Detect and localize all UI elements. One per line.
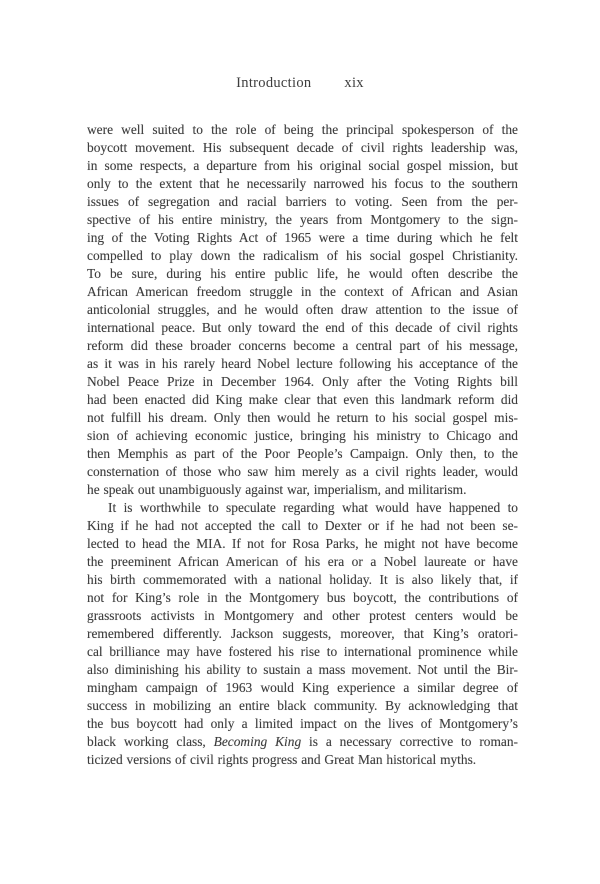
text-line xyxy=(87,607,518,625)
text-segment: reform did these broader concerns become a central part of his message, xyxy=(87,338,518,353)
text-line xyxy=(87,661,518,679)
text-segment: Nobel Peace Prize in December 1964. Only after the Voting Rights bill xyxy=(87,374,518,389)
text-line xyxy=(87,337,518,355)
text-segment: international peace. But only toward the end of this decade of civil rights xyxy=(87,320,518,335)
text-line xyxy=(87,535,518,553)
text-line xyxy=(87,211,518,229)
text-segment: success in mobilizing an entire black community. By acknowledging that xyxy=(87,698,518,713)
text-line xyxy=(87,265,518,283)
text-line xyxy=(87,157,518,175)
text-segment: his birth commemorated with a national holiday. It is also likely that, if xyxy=(87,572,518,587)
text-line xyxy=(87,301,518,319)
paragraph xyxy=(87,499,518,769)
text-segment: black working class, xyxy=(87,734,214,749)
text-line xyxy=(87,121,518,139)
text-segment: anticolonial struggles, and he would often draw attention to the issue of xyxy=(87,302,518,317)
text-segment: To be sure, during his entire public life, he would often describe the xyxy=(87,266,518,281)
text-segment: had been enacted did King make clear that even this landmark reform did xyxy=(87,392,518,407)
text-segment: King if he had not accepted the call to Dexter or if he had not been se- xyxy=(87,518,518,533)
text-line xyxy=(87,517,518,535)
text-segment: issues of segregation and racial barriers to voting. Seen from the per- xyxy=(87,194,518,209)
text-segment: remembered differently. Jackson suggests, moreover, that King’s oratori- xyxy=(87,626,518,641)
text-line xyxy=(87,643,518,661)
chapter-title: Introduction xyxy=(236,75,312,91)
text-line xyxy=(87,445,518,463)
text-line xyxy=(87,715,518,733)
text-segment: also diminishing his ability to sustain a mass movement. Not until the Bir- xyxy=(87,662,518,677)
text-segment: cal brilliance may have fostered his rise to international prominence while xyxy=(87,644,518,659)
text-segment: not for King’s role in the Montgomery bus boycott, the contributions of xyxy=(87,590,518,605)
text-block xyxy=(87,121,518,769)
text-line xyxy=(87,175,518,193)
text-line xyxy=(87,319,518,337)
text-segment: ing of the Voting Rights Act of 1965 were a time during which he felt xyxy=(87,230,518,245)
text-line xyxy=(87,553,518,571)
text-segment: in some respects, a departure from his original social gospel mission, but xyxy=(87,158,518,173)
text-line xyxy=(87,427,518,445)
text-line xyxy=(87,391,518,409)
text-line xyxy=(87,697,518,715)
text-line xyxy=(87,355,518,373)
text-line xyxy=(87,409,518,427)
text-segment: is a necessary corrective to roman- xyxy=(301,734,518,749)
text-line xyxy=(87,193,518,211)
text-line xyxy=(87,283,518,301)
text-line xyxy=(87,589,518,607)
italic-book-title: Becoming King xyxy=(213,734,302,749)
text-line xyxy=(87,571,518,589)
text-line xyxy=(87,625,518,643)
text-line xyxy=(87,247,518,265)
text-segment: sion of achieving economic justice, bringing his ministry to Chicago and xyxy=(87,428,518,443)
text-line xyxy=(87,373,518,391)
text-segment: spective of his entire ministry, the years from Montgomery to the sign- xyxy=(87,212,518,227)
text-segment: the bus boycott had only a limited impact on the lives of Montgomery’s xyxy=(87,716,518,731)
text-segment: the preeminent African American of his era or a Nobel laureate or have xyxy=(87,554,518,569)
text-line xyxy=(87,499,518,517)
text-segment: then Memphis as part of the Poor People’s Campaign. Only then, to the xyxy=(87,446,518,461)
text-segment: not fulfill his dream. Only then would he return to his social gospel mis- xyxy=(87,410,518,425)
text-line xyxy=(87,751,518,769)
text-segment: ticized versions of civil rights progress and Great Man historical myths. xyxy=(87,752,477,767)
text-line xyxy=(87,481,518,499)
text-segment: boycott movement. His subsequent decade of civil rights leadership was, xyxy=(87,140,518,155)
running-header xyxy=(0,74,600,92)
text-segment: were well suited to the role of being the principal spokesperson of the xyxy=(87,122,518,137)
text-segment: consternation of those who saw him merely as a civil rights leader, would xyxy=(87,464,518,479)
text-segment: grassroots activists in Montgomery and other protest centers would be xyxy=(87,608,518,623)
text-line xyxy=(87,733,518,751)
text-segment: he speak out unambiguously against war, imperialism, and militarism. xyxy=(87,482,467,497)
text-segment: only to the extent that he necessarily narrowed his focus to the southern xyxy=(87,176,518,191)
text-line xyxy=(87,463,518,481)
text-segment: It is worthwhile to speculate regarding what would have happened to xyxy=(108,500,518,515)
text-line xyxy=(87,139,518,157)
text-line xyxy=(87,679,518,697)
text-segment: mingham campaign of 1963 would King experience a similar degree of xyxy=(87,680,518,695)
folio-page-number: xix xyxy=(344,75,364,91)
text-segment: as it was in his rarely heard Nobel lecture following his acceptance of the xyxy=(87,356,518,371)
text-segment: compelled to play down the radicalism of his social gospel Christianity. xyxy=(87,248,518,263)
text-segment: African American freedom struggle in the context of African and Asian xyxy=(87,284,518,299)
text-line xyxy=(87,229,518,247)
paragraph xyxy=(87,121,518,499)
text-segment: lected to head the MIA. If not for Rosa Parks, he might not have become xyxy=(87,536,518,551)
